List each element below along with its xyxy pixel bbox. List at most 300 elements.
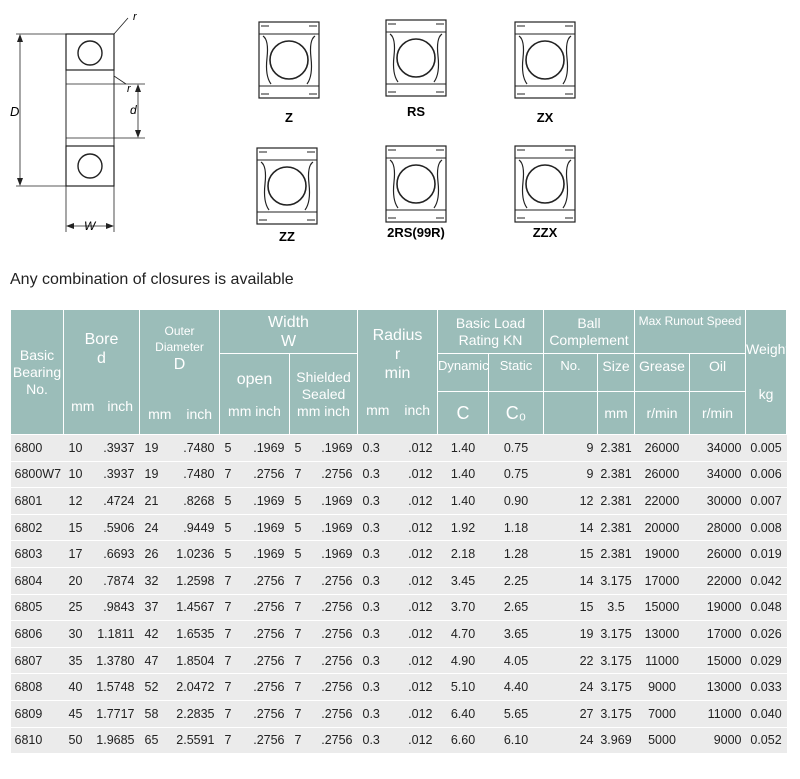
header-basic-line1: Basic — [19, 346, 55, 363]
ball-count: 15 — [579, 600, 594, 615]
table-cell — [598, 541, 635, 568]
table-cell — [746, 647, 787, 674]
table-row — [11, 488, 787, 515]
static-load: 0.75 — [503, 467, 529, 482]
radius-inch: .012 — [408, 467, 433, 482]
od-mm: 47 — [144, 653, 159, 668]
table-cell — [544, 541, 598, 568]
header-grease-unit-cell — [635, 392, 690, 435]
weight: 0.005 — [750, 440, 782, 455]
dynamic-load: 4.90 — [450, 653, 476, 668]
radius-inch: .012 — [408, 706, 433, 721]
bearing-section-drawing — [16, 18, 145, 232]
table-cell — [544, 594, 598, 621]
ball-size: 3.175 — [600, 626, 632, 641]
table-cell — [358, 514, 438, 541]
static-load: 2.25 — [503, 573, 529, 588]
table-cell — [489, 594, 544, 621]
table-cell — [489, 488, 544, 515]
table-cell — [635, 727, 690, 754]
table-cell — [690, 461, 746, 488]
header-oil-unit: r/min — [701, 405, 734, 421]
radius-inch: .012 — [408, 653, 433, 668]
oil-speed: 15000 — [706, 653, 742, 668]
table-row — [11, 567, 787, 594]
table-cell — [11, 435, 64, 462]
shielded-width-inch: .1969 — [321, 440, 353, 455]
table-cell — [290, 594, 358, 621]
table-cell — [11, 461, 64, 488]
grease-speed: 9000 — [648, 680, 676, 695]
radius-mm: 0.3 — [362, 733, 380, 748]
table-cell — [438, 621, 489, 648]
table-cell — [544, 488, 598, 515]
bore-inch: .4724 — [103, 493, 135, 508]
open-width-inch: .2756 — [253, 467, 285, 482]
table-cell — [544, 461, 598, 488]
header-shielded-line2: Sealed — [301, 386, 346, 402]
table-cell — [11, 514, 64, 541]
radius-mm: 0.3 — [362, 653, 380, 668]
header-dynamic — [438, 354, 489, 392]
radius-mm: 0.3 — [362, 493, 380, 508]
open-width-inch: .2756 — [253, 573, 285, 588]
ball-size: 3.175 — [600, 706, 632, 721]
open-width-mm: 5 — [224, 440, 232, 455]
od-mm: 21 — [144, 493, 159, 508]
ball-size: 2.381 — [600, 493, 632, 508]
table-cell — [438, 488, 489, 515]
dynamic-load: 3.45 — [450, 573, 476, 588]
table-cell — [690, 435, 746, 462]
bore-inch: 1.7717 — [96, 706, 135, 721]
closure-zzx-drawing — [515, 146, 575, 222]
header-size-unit-cell — [598, 392, 635, 435]
radius-mm: 0.3 — [362, 573, 380, 588]
bore-mm: 10 — [68, 467, 83, 482]
header-shielded-sealed — [290, 354, 358, 435]
table-cell — [489, 567, 544, 594]
grease-speed: 15000 — [644, 600, 680, 615]
radius-mm: 0.3 — [362, 600, 380, 615]
ball-count: 15 — [579, 547, 594, 562]
table-row — [11, 647, 787, 674]
table-cell — [220, 541, 290, 568]
open-width-inch: .2756 — [253, 626, 285, 641]
D-label: D — [10, 104, 20, 119]
table-cell — [438, 647, 489, 674]
bore-mm: 10 — [68, 440, 83, 455]
table-cell — [598, 461, 635, 488]
od-inch: 1.6535 — [176, 626, 215, 641]
open-width-mm: 7 — [224, 733, 232, 748]
bore-inch: .3937 — [103, 467, 135, 482]
bearing-number: 6804 — [14, 573, 43, 588]
r-label-side: r — [127, 83, 131, 95]
bore-inch: 1.9685 — [96, 733, 135, 748]
bearing-number: 6800 — [14, 440, 43, 455]
bore-mm: 45 — [68, 706, 83, 721]
static-load: 5.65 — [503, 706, 529, 721]
bearing-number: 6810 — [14, 733, 43, 748]
open-width-mm: 7 — [224, 600, 232, 615]
closures-note: Any combination of closures is available — [10, 271, 294, 288]
od-inch: .8268 — [183, 493, 215, 508]
dynamic-load: 6.40 — [450, 706, 476, 721]
weight: 0.019 — [750, 547, 782, 562]
bore-inch: .3937 — [103, 440, 135, 455]
table-cell — [690, 488, 746, 515]
bore-mm: 17 — [68, 547, 83, 562]
table-cell — [290, 674, 358, 701]
table-row — [11, 541, 787, 568]
header-static-symbol: C₀ — [505, 402, 527, 423]
closure-2rs-label: 2RS(99R) — [387, 225, 445, 240]
header-speed-title: Max Runout Speed — [638, 314, 742, 328]
ball-count: 14 — [579, 573, 594, 588]
open-width-inch: .2756 — [253, 706, 285, 721]
dynamic-load: 3.70 — [450, 600, 476, 615]
header-ball-no-title: No. — [560, 358, 581, 373]
table-cell — [290, 700, 358, 727]
header-shielded-line1: Shielded — [296, 369, 351, 385]
table-cell — [140, 727, 220, 754]
bore-mm: 35 — [68, 653, 83, 668]
radius-inch: .012 — [408, 440, 433, 455]
table-cell — [220, 435, 290, 462]
shielded-width-inch: .2756 — [321, 600, 353, 615]
table-cell — [140, 541, 220, 568]
closure-z-label: Z — [285, 110, 293, 125]
table-cell — [290, 488, 358, 515]
dynamic-load: 5.10 — [450, 680, 476, 695]
od-inch: .9449 — [183, 520, 215, 535]
od-inch: .7480 — [183, 467, 215, 482]
ball-size: 3.5 — [607, 600, 625, 615]
od-inch: 2.2835 — [176, 706, 215, 721]
table-cell — [438, 727, 489, 754]
weight: 0.052 — [750, 733, 782, 748]
table-cell — [635, 567, 690, 594]
od-inch: 1.4567 — [176, 600, 215, 615]
ball-count: 24 — [579, 733, 594, 748]
table-cell — [438, 461, 489, 488]
closure-zz-drawing — [257, 148, 317, 224]
shielded-width-mm: 7 — [294, 680, 302, 695]
table-cell — [746, 541, 787, 568]
oil-speed: 9000 — [713, 733, 742, 748]
shielded-width-inch: .2756 — [321, 706, 353, 721]
table-cell — [140, 700, 220, 727]
grease-speed: 17000 — [644, 573, 680, 588]
table-cell — [598, 594, 635, 621]
grease-speed: 26000 — [644, 467, 680, 482]
oil-speed: 11000 — [707, 706, 742, 721]
ball-count: 14 — [579, 520, 594, 535]
radius-inch: .012 — [408, 573, 433, 588]
table-cell — [64, 541, 140, 568]
header-grease-title: Grease — [639, 358, 685, 374]
header-static-symbol-cell — [489, 392, 544, 435]
header-width-title: Width — [268, 313, 309, 331]
grease-speed: 13000 — [644, 626, 680, 641]
table-cell — [290, 461, 358, 488]
bearing-number: 6800W7 — [14, 467, 62, 482]
oil-speed: 19000 — [706, 600, 742, 615]
weight: 0.026 — [750, 626, 782, 641]
table-cell — [358, 461, 438, 488]
radius-mm: 0.3 — [362, 706, 380, 721]
shielded-width-inch: .2756 — [321, 467, 353, 482]
bearing-diagrams — [0, 0, 800, 262]
open-width-inch: .1969 — [253, 493, 285, 508]
table-cell — [290, 567, 358, 594]
bearing-number: 6806 — [14, 626, 43, 641]
od-inch: 1.2598 — [176, 573, 215, 588]
header-load-line2: Rating KN — [458, 331, 523, 348]
open-width-inch: .2756 — [253, 600, 285, 615]
ball-size: 3.175 — [600, 573, 632, 588]
table-cell — [746, 621, 787, 648]
radius-inch: .012 — [408, 733, 433, 748]
header-ball-complement — [544, 310, 635, 354]
table-cell — [690, 727, 746, 754]
oil-speed: 30000 — [706, 493, 742, 508]
table-cell — [220, 567, 290, 594]
bore-mm: 25 — [68, 600, 83, 615]
od-inch: 1.8504 — [176, 653, 215, 668]
open-width-mm: 7 — [224, 653, 232, 668]
table-cell — [489, 541, 544, 568]
table-cell — [544, 567, 598, 594]
table-cell — [598, 700, 635, 727]
table-cell — [220, 674, 290, 701]
r-label-top: r — [133, 11, 137, 23]
weight: 0.033 — [750, 680, 782, 695]
static-load: 0.90 — [503, 493, 529, 508]
weight: 0.008 — [750, 520, 782, 535]
table-cell — [438, 700, 489, 727]
table-cell — [358, 700, 438, 727]
table-cell — [746, 727, 787, 754]
header-basic-bearing — [11, 310, 64, 435]
ball-size: 2.381 — [600, 467, 632, 482]
table-cell — [140, 647, 220, 674]
header-od-mm: mm — [148, 405, 172, 422]
shielded-width-inch: .2756 — [321, 573, 353, 588]
table-cell — [544, 727, 598, 754]
radius-inch: .012 — [408, 547, 433, 562]
table-row — [11, 700, 787, 727]
table-cell — [358, 674, 438, 701]
dynamic-load: 1.40 — [450, 440, 476, 455]
table-cell — [635, 541, 690, 568]
shielded-width-mm: 7 — [294, 653, 302, 668]
table-cell — [64, 488, 140, 515]
bore-inch: .7874 — [103, 573, 135, 588]
header-oil-title: Oil — [708, 358, 727, 374]
table-cell — [690, 594, 746, 621]
header-open-units: mm inch — [228, 402, 281, 419]
table-cell — [489, 700, 544, 727]
header-radius — [358, 310, 438, 435]
static-load: 4.40 — [503, 680, 529, 695]
bore-mm: 30 — [68, 626, 83, 641]
header-dynamic-symbol-cell — [438, 392, 489, 435]
table-cell — [438, 541, 489, 568]
dynamic-load: 4.70 — [450, 626, 476, 641]
table-cell — [11, 567, 64, 594]
closure-zz-label: ZZ — [279, 229, 295, 244]
table-cell — [64, 435, 140, 462]
static-load: 2.65 — [503, 600, 529, 615]
od-mm: 19 — [144, 467, 159, 482]
table-cell — [11, 488, 64, 515]
table-row — [11, 594, 787, 621]
table-cell — [290, 621, 358, 648]
ball-size: 3.969 — [600, 733, 632, 748]
table-cell — [140, 488, 220, 515]
table-cell — [290, 541, 358, 568]
bore-mm: 12 — [68, 493, 83, 508]
ball-size: 3.175 — [600, 653, 632, 668]
open-width-inch: .1969 — [253, 520, 285, 535]
table-cell — [438, 567, 489, 594]
header-basic-line3: No. — [26, 380, 48, 397]
table-cell — [746, 514, 787, 541]
table-cell — [438, 514, 489, 541]
grease-speed: 11000 — [645, 653, 679, 668]
table-cell — [290, 727, 358, 754]
header-grease-unit: r/min — [646, 405, 678, 421]
table-row — [11, 461, 787, 488]
open-width-inch: .1969 — [253, 440, 285, 455]
closure-zx-drawing — [515, 22, 575, 98]
table-cell — [140, 435, 220, 462]
radius-mm: 0.3 — [362, 547, 380, 562]
table-cell — [220, 514, 290, 541]
bore-inch: .9843 — [103, 600, 135, 615]
shielded-width-mm: 7 — [294, 706, 302, 721]
bore-inch: 1.5748 — [96, 680, 135, 695]
table-cell — [489, 514, 544, 541]
oil-speed: 28000 — [706, 520, 742, 535]
table-row — [11, 727, 787, 754]
table-cell — [598, 727, 635, 754]
header-radius-min: min — [384, 365, 411, 382]
shielded-width-mm: 7 — [294, 467, 302, 482]
header-bore-mm: mm — [71, 398, 95, 414]
table-cell — [544, 621, 598, 648]
oil-speed: 13000 — [706, 680, 742, 695]
open-width-mm: 7 — [224, 467, 232, 482]
shielded-width-mm: 5 — [294, 547, 302, 562]
dynamic-load: 2.18 — [450, 547, 476, 562]
table-cell — [438, 435, 489, 462]
weight: 0.048 — [750, 600, 782, 615]
table-cell — [690, 700, 746, 727]
table-cell — [220, 488, 290, 515]
table-cell — [358, 541, 438, 568]
table-cell — [358, 647, 438, 674]
open-width-mm: 5 — [224, 520, 232, 535]
header-radius-title: Radius — [372, 327, 423, 344]
od-mm: 26 — [144, 547, 159, 562]
header-oil-unit-cell — [690, 392, 746, 435]
shielded-width-mm: 5 — [294, 520, 302, 535]
table-cell — [690, 674, 746, 701]
table-cell — [64, 461, 140, 488]
table-cell — [746, 594, 787, 621]
table-cell — [220, 594, 290, 621]
table-cell — [220, 621, 290, 648]
od-inch: 2.5591 — [176, 733, 215, 748]
table-cell — [635, 647, 690, 674]
table-cell — [220, 700, 290, 727]
open-width-inch: .2756 — [253, 680, 285, 695]
table-cell — [746, 674, 787, 701]
table-cell — [598, 488, 635, 515]
table-body — [11, 435, 787, 754]
W-label: W — [84, 219, 96, 233]
table-cell — [635, 674, 690, 701]
table-cell — [11, 647, 64, 674]
od-mm: 32 — [144, 573, 159, 588]
table-cell — [64, 514, 140, 541]
header-ball-no-blank — [544, 392, 598, 435]
table-cell — [290, 435, 358, 462]
header-static-title: Static — [499, 358, 533, 373]
od-mm: 65 — [144, 733, 159, 748]
header-ball-size-title: Size — [602, 358, 630, 374]
static-load: 0.75 — [503, 440, 529, 455]
shielded-width-mm: 7 — [294, 733, 302, 748]
ball-count: 12 — [579, 493, 594, 508]
radius-mm: 0.3 — [362, 467, 380, 482]
table-cell — [544, 674, 598, 701]
grease-speed: 20000 — [644, 520, 680, 535]
oil-speed: 34000 — [706, 440, 742, 455]
shielded-width-mm: 7 — [294, 626, 302, 641]
table-cell — [64, 567, 140, 594]
radius-inch: .012 — [408, 520, 433, 535]
weight: 0.007 — [750, 493, 782, 508]
radius-inch: .012 — [408, 680, 433, 695]
table-cell — [140, 567, 220, 594]
table-cell — [598, 621, 635, 648]
ball-size: 3.175 — [600, 680, 632, 695]
bearing-number: 6807 — [14, 653, 43, 668]
grease-speed: 5000 — [648, 733, 676, 748]
od-mm: 37 — [144, 600, 159, 615]
table-cell — [746, 700, 787, 727]
oil-speed: 34000 — [706, 467, 742, 482]
closure-zx-label: ZX — [536, 110, 554, 125]
header-basic-line2: Bearing — [12, 363, 62, 380]
d-label: d — [130, 103, 137, 117]
bearing-number: 6803 — [14, 547, 43, 562]
radius-mm: 0.3 — [362, 520, 380, 535]
weight: 0.040 — [750, 706, 782, 721]
bearing-number: 6805 — [14, 600, 43, 615]
bearing-number: 6808 — [14, 680, 43, 695]
ball-count: 19 — [579, 626, 594, 641]
header-ball-no — [544, 354, 598, 392]
table-cell — [489, 647, 544, 674]
shielded-width-inch: .2756 — [321, 733, 353, 748]
dynamic-load: 1.92 — [450, 520, 476, 535]
ball-count: 24 — [579, 680, 594, 695]
